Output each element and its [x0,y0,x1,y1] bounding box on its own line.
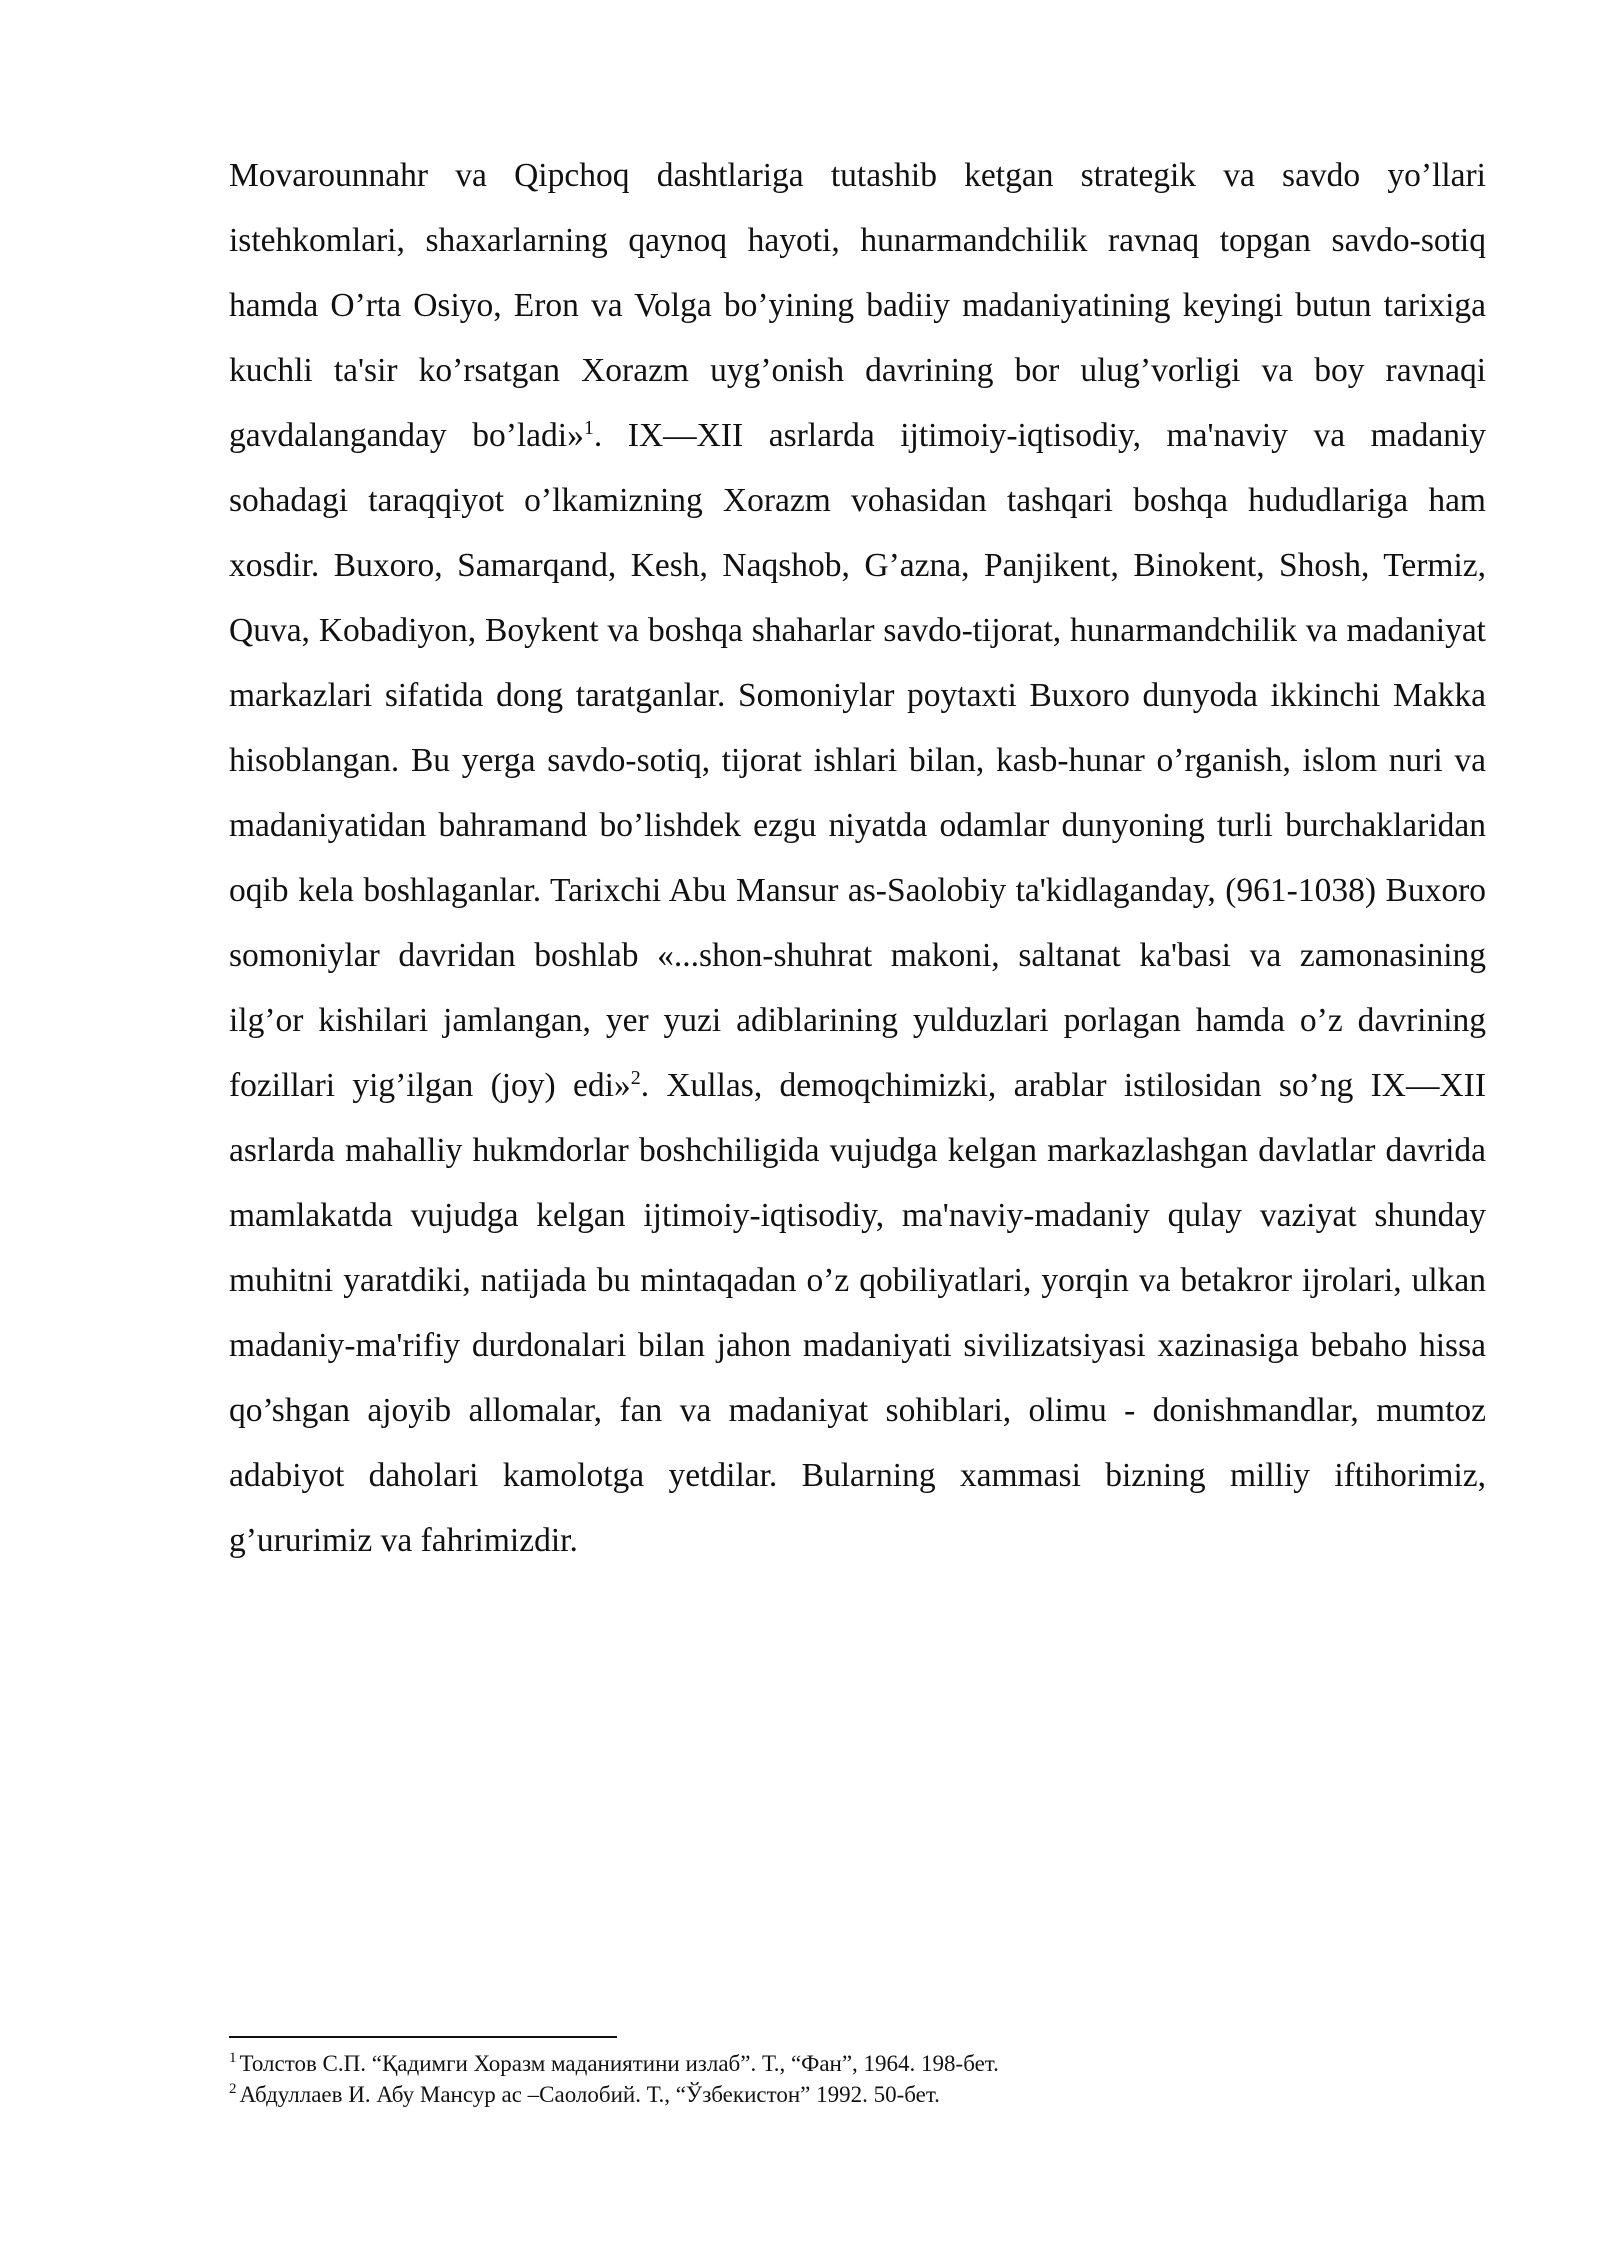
paragraph-text-part-3: . Xullas, demoqchimizki, arablar istilosidan so’ng IX—XII asrlarda mahalliy hukmdorlar boshchiligida vujudga kelgan markazlashgan davlatlar davrida mamlakatda vujudga kelgan ijtimoiy-iqtisodiy, ma'naviy-madaniy qulay vaziyat shunday muhitni yaratdiki, natijada bu mintaqadan o’z qobiliyatlari, yorqin va betakror ijrolari, ulkan madaniy-ma'rifiy durdonalari bilan jahon madaniyati sivilizatsiyasi xazinasiga bebaho hissa qo’shgan ajoyib allomalar, fan va madaniyat sohiblari, olimu - donishmandlar, mumtoz adabiyot daholari kamolotga yetdilar. Bularning xammasi bizning milliy iftihorimiz, g’ururimiz va fahrimizdir. [229,1067,1486,1559]
footnote-text-1: Толстов С.П. “Қадимги Хоразм маданиятини излаб”. Т., “Фан”, 1964. 198-бет. [239,2051,999,2076]
footnote-marker-2: 2 [229,2081,237,2098]
footnote-2 [229,2079,1486,2110]
footnote-separator [229,2036,617,2038]
footnote-marker-1: 1 [229,2050,237,2067]
paragraph-text-part-1: Movarounnahr va Qipchoq dashtlariga tutashib ketgan strategik va savdo yo’llari istehkomlari, shaxarlarning qaynoq hayoti, hunarmandchilik ravnaq topgan savdo-sotiq hamda O’rta Osiyo, Eron va Volga bo’yining badiiy madaniyatining keyingi butun tarixiga kuchli ta'sir ko’rsatgan Xorazm uyg’onish davrining bor ulug’vorligi va boy ravnaqi gavdalanganday bo’ladi» [229,157,1486,454]
footnotes-section [229,2048,1486,2110]
footnote-reference-1: 1 [583,416,594,439]
footnote-text-2: Абдуллаев И. Абу Мансур ас –Саолобий. Т., “Ўзбекистон” 1992. 50-бет. [239,2082,940,2107]
footnote-reference-2: 2 [630,1066,641,1089]
footnote-1 [229,2048,1486,2079]
body-paragraph [229,143,1486,1573]
paragraph-text-part-2: . IX—XII asrlarda ijtimoiy-iqtisodiy, ma'naviy va madaniy sohadagi taraqqiyot o’lkamizning Xorazm vohasidan tashqari boshqa hududlariga ham xosdir. Buxoro, Samarqand, Kesh, Naqshob, G’azna, Panjikent, Binokent, Shosh, Termiz, Quva, Kobadiyon, Boykent va boshqa shaharlar savdo-tijorat, hunarmandchilik va madaniyat markazlari sifatida dong taratganlar. Somoniylar poytaxti Buxoro dunyoda ikkinchi Makka hisoblangan. Bu yerga savdo-sotiq, tijorat ishlari bilan, kasb-hunar o’rganish, islom nuri va madaniyatidan bahramand bo’lishdek ezgu niyatda odamlar dunyoning turli burchaklaridan oqib kela boshlaganlar. Tarixchi Abu Mansur as-Saolobiy ta'kidlaganday, (961-1038) Buxoro somoniylar davridan boshlab «...shon-shuhrat makoni, saltanat ka'basi va zamonasining ilg’or kishilari jamlangan, yer yuzi adiblarining yulduzlari porlagan hamda o’z davrining fozillari yig’ilgan (joy) edi» [229,417,1486,1104]
